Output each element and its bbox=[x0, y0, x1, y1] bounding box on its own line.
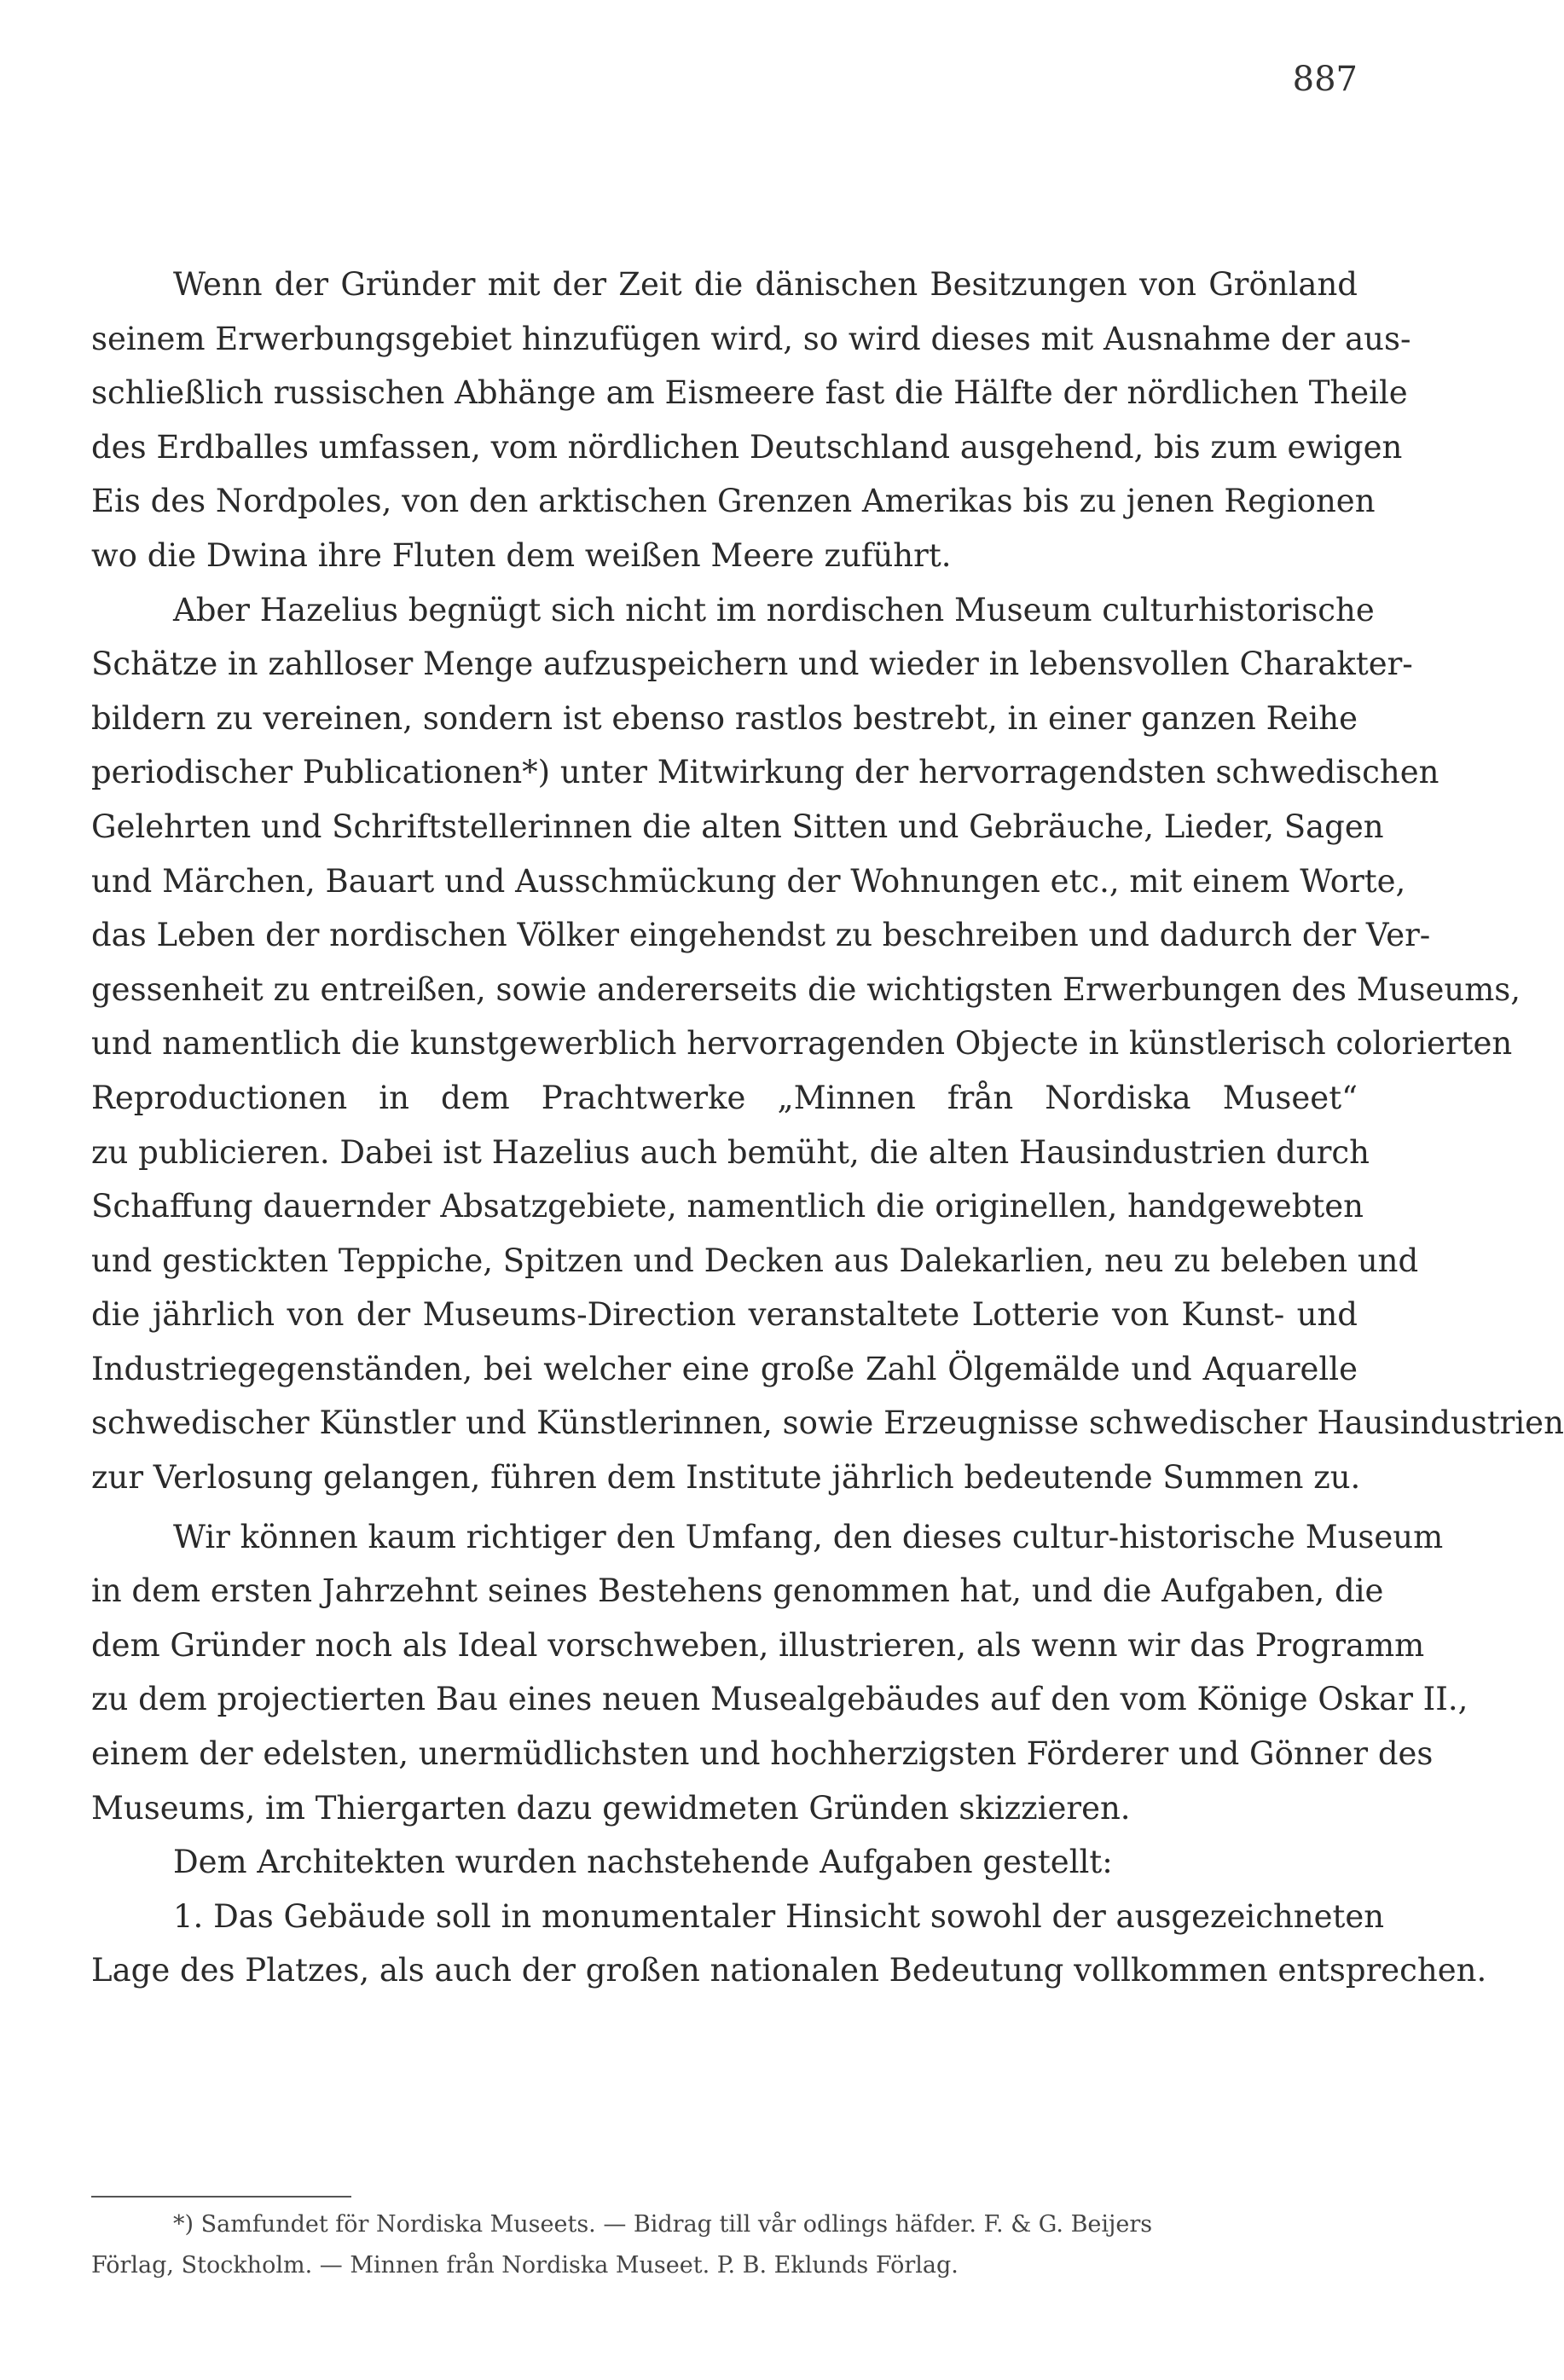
paragraph-2-line-17: zur Verlosung gelangen, führen dem Institute jährlich bedeutende Summen zu. bbox=[91, 1459, 1361, 1497]
paragraph-2-line-6: und Märchen, Bauart und Ausschmückung der Wohnungen etc., mit einem Worte, bbox=[91, 862, 1406, 900]
footnote bbox=[91, 2204, 1358, 2286]
paragraph-2-line-2: Schätze in zahlloser Menge aufzuspeichern und wieder in lebensvollen Charakter- bbox=[91, 646, 1413, 683]
paragraph-2-line-1: Aber Hazelius begnügt sich nicht im nordischen Museum culturhistorische bbox=[173, 591, 1375, 628]
body-text bbox=[91, 258, 1564, 1998]
paragraph-2-line-4: periodischer Publicationen*) unter Mitwirkung der hervorragendsten schwedischen bbox=[91, 754, 1439, 791]
paragraph-2-line-13: und gestickten Teppiche, Spitzen und Decken aus Dalekarlien, neu zu beleben und bbox=[91, 1242, 1419, 1279]
paragraph-2-line-15: Industriegegenständen, bei welcher eine große Zahl Ölgemälde und Aquarelle bbox=[91, 1350, 1358, 1387]
paragraph-3-line-1: Wir können kaum richtiger den Umfang, den dieses cultur-historische Museum bbox=[173, 1518, 1444, 1555]
paragraph-1-line-3: schließlich russischen Abhänge am Eismeere fast die Hälfte der nördlichen Theile bbox=[91, 374, 1408, 412]
paragraph-3-line-5: einem der edelsten, unermüdlichsten und hochherzigsten Förderer und Gönner des bbox=[91, 1735, 1434, 1773]
paragraph-2-line-14: die jährlich von der Museums-Direction veranstaltete Lotterie von Kunst- und bbox=[91, 1296, 1358, 1334]
paragraph-3-line-3: dem Gründer noch als Ideal vorschweben, illustrieren, als wenn wir das Programm bbox=[91, 1626, 1425, 1664]
paragraph-2-line-7: das Leben der nordischen Völker eingehendst zu beschreiben und dadurch der Ver- bbox=[91, 917, 1431, 954]
paragraph-5-line-2: Lage des Platzes, als auch der großen nationalen Bedeutung vollkommen entsprechen. bbox=[91, 1952, 1487, 1989]
paragraph-2-line-11: zu publicieren. Dabei ist Hazelius auch bemüht, die alten Hausindustrien durch bbox=[91, 1133, 1370, 1171]
paragraph-3-line-4: zu dem projectierten Bau eines neuen Musealgebäudes auf den vom Könige Oskar II., bbox=[91, 1681, 1468, 1718]
paragraph-4-line-1: Dem Architekten wurden nachstehende Aufgaben gestellt: bbox=[173, 1844, 1113, 1881]
paragraph-2-line-16: schwedischer Künstler und Künstlerinnen, sowie Erzeugnisse schwedischer Hausindustrien bbox=[91, 1404, 1564, 1442]
paragraph-1-line-4: des Erdballes umfassen, vom nördlichen Deutschland ausgehend, bis zum ewigen bbox=[91, 428, 1403, 466]
paragraph-1-line-1: Wenn der Gründer mit der Zeit die dänischen Besitzungen von Grönland bbox=[173, 266, 1358, 303]
paragraph-1-line-2: seinem Erwerbungsgebiet hinzufügen wird, so wird dieses mit Ausnahme der aus- bbox=[91, 320, 1411, 357]
page-number: 887 bbox=[1292, 60, 1358, 99]
footnote-line-1: *) Samfundet för Nordiska Museets. — Bidrag till vår odlings häfder. F. & G. Beijers bbox=[173, 2211, 1153, 2238]
paragraph-2-line-3: bildern zu vereinen, sondern ist ebenso rastlos bestrebt, in einer ganzen Reihe bbox=[91, 699, 1358, 737]
paragraph-3-line-6: Museums, im Thiergarten dazu gewidmeten Gründen skizzieren. bbox=[91, 1789, 1131, 1827]
paragraph-3-line-2: in dem ersten Jahrzehnt seines Bestehens genommen hat, und die Aufgaben, die bbox=[91, 1572, 1384, 1610]
footnote-line-2: Förlag, Stockholm. — Minnen från Nordiska Museet. P. B. Eklunds Förlag. bbox=[91, 2252, 959, 2279]
paragraph-5-line-1: 1. Das Gebäude soll in monumentaler Hinsicht sowohl der ausgezeichneten bbox=[173, 1897, 1385, 1935]
paragraph-2-line-12: Schaffung dauernder Absatzgebiete, namentlich die originellen, handgewebten bbox=[91, 1188, 1364, 1225]
paragraph-1-line-6: wo die Dwina ihre Fluten dem weißen Meere zuführt. bbox=[91, 536, 952, 574]
paragraph-2-line-8: gessenheit zu entreißen, sowie andererseits die wichtigsten Erwerbungen des Museums, bbox=[91, 970, 1521, 1008]
paragraph-2-line-9: und namentlich die kunstgewerblich hervorragenden Objecte in künstlerisch colorierten bbox=[91, 1025, 1513, 1063]
paragraph-2-line-10: Reproductionen in dem Prachtwerke „Minnen från Nordiska Museet“ bbox=[91, 1079, 1358, 1116]
paragraph-1-line-5: Eis des Nordpoles, von den arktischen Grenzen Amerikas bis zu jenen Regionen bbox=[91, 483, 1376, 520]
footnote-rule bbox=[91, 2196, 351, 2198]
paragraph-2-line-5: Gelehrten und Schriftstellerinnen die alten Sitten und Gebräuche, Lieder, Sagen bbox=[91, 808, 1384, 845]
